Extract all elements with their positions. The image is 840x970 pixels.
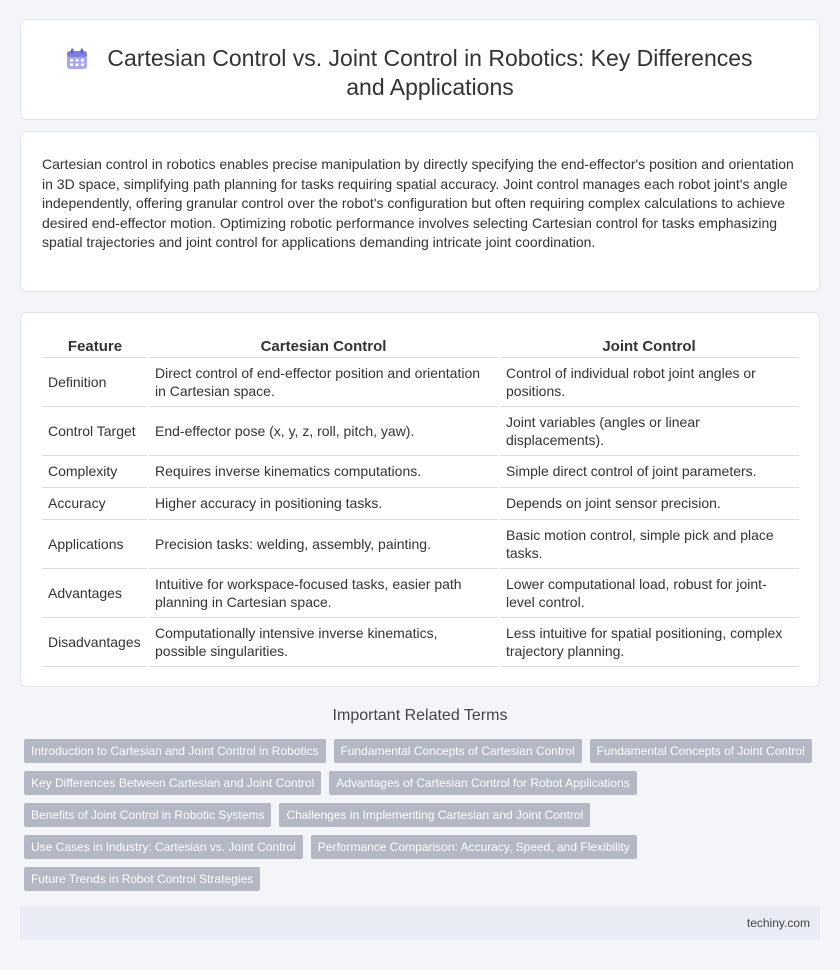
feature-cell: Applications (42, 519, 148, 568)
related-term-tag[interactable]: Advantages of Cartesian Control for Robot Applications (329, 771, 637, 795)
table-row (42, 406, 799, 455)
cartesian-cell: Direct control of end-effector position and orientation in Cartesian space. (148, 357, 499, 406)
cartesian-cell: Requires inverse kinematics computations. (148, 455, 499, 487)
joint-cell: Less intuitive for spatial positioning, complex trajectory planning. (499, 617, 799, 666)
joint-cell: Depends on joint sensor precision. (499, 487, 799, 519)
intro-card (20, 131, 820, 292)
joint-cell: Joint variables (angles or linear displacements). (499, 406, 799, 455)
intro-paragraph: Cartesian control in robotics enables precise manipulation by directly specifying the end-effector's position and orientation in 3D space, simplifying path planning for tasks requiring spatial accuracy. Joint control manages each robot joint's angle independently, offering granular control over the robot's configuration but often requiring complex calculations to achieve desired end-effector motion. Optimizing robotic performance involves selecting Cartesian control for tasks emphasizing spatial trajectories and joint control for applications demanding intricate joint coordination. (42, 156, 794, 251)
cartesian-cell: Higher accuracy in positioning tasks. (148, 487, 499, 519)
table-row (42, 357, 799, 406)
feature-cell: Control Target (42, 406, 148, 455)
cartesian-cell: Intuitive for workspace-focused tasks, easier path planning in Cartesian space. (148, 568, 499, 617)
feature-cell: Complexity (42, 455, 148, 487)
page-title: Cartesian Control vs. Joint Control in Robotics: Key Differences and Applications (107, 45, 753, 100)
related-term-tag[interactable]: Introduction to Cartesian and Joint Control in Robotics (24, 739, 326, 763)
joint-cell: Simple direct control of joint parameters. (499, 455, 799, 487)
tag-row (24, 803, 820, 827)
cartesian-cell: Precision tasks: welding, assembly, painting. (148, 519, 499, 568)
tag-row (24, 835, 820, 859)
comparison-card (20, 312, 820, 687)
related-term-tag[interactable]: Fundamental Concepts of Joint Control (590, 739, 812, 763)
cartesian-cell: Computationally intensive inverse kinematics, possible singularities. (148, 617, 499, 666)
table-row (42, 617, 799, 666)
feature-cell: Definition (42, 357, 148, 406)
feature-cell: Disadvantages (42, 617, 148, 666)
cartesian-cell: End-effector pose (x, y, z, roll, pitch, yaw). (148, 406, 499, 455)
header-feature: Feature (42, 335, 148, 357)
title-card (20, 19, 820, 120)
table-row (42, 568, 799, 617)
table-row (42, 519, 799, 568)
joint-cell: Lower computational load, robust for joint-level control. (499, 568, 799, 617)
related-term-tag[interactable]: Benefits of Joint Control in Robotic Systems (24, 803, 271, 827)
feature-cell: Advantages (42, 568, 148, 617)
feature-cell: Accuracy (42, 487, 148, 519)
related-term-tag[interactable]: Challenges in Implementing Cartesian and Joint Control (279, 803, 590, 827)
related-terms-list (24, 739, 820, 899)
footer (20, 906, 820, 940)
related-term-tag[interactable]: Key Differences Between Cartesian and Joint Control (24, 771, 321, 795)
header-cartesian: Cartesian Control (148, 335, 499, 357)
footer-site-name[interactable]: techiny.com (746, 916, 810, 930)
tag-row (24, 771, 820, 795)
table-header-row (42, 335, 799, 357)
comparison-table (42, 335, 799, 667)
related-term-tag[interactable]: Fundamental Concepts of Cartesian Control (334, 739, 582, 763)
tag-row (24, 739, 820, 763)
related-term-tag[interactable]: Performance Comparison: Accuracy, Speed, and Flexibility (311, 835, 637, 859)
related-term-tag[interactable]: Use Cases in Industry: Cartesian vs. Joint Control (24, 835, 303, 859)
table-row (42, 455, 799, 487)
tag-row (24, 867, 820, 891)
related-term-tag[interactable]: Future Trends in Robot Control Strategies (24, 867, 260, 891)
joint-cell: Control of individual robot joint angles or positions. (499, 357, 799, 406)
related-terms-title: Important Related Terms (332, 707, 508, 724)
header-joint: Joint Control (499, 335, 799, 357)
table-row (42, 487, 799, 519)
joint-cell: Basic motion control, simple pick and place tasks. (499, 519, 799, 568)
